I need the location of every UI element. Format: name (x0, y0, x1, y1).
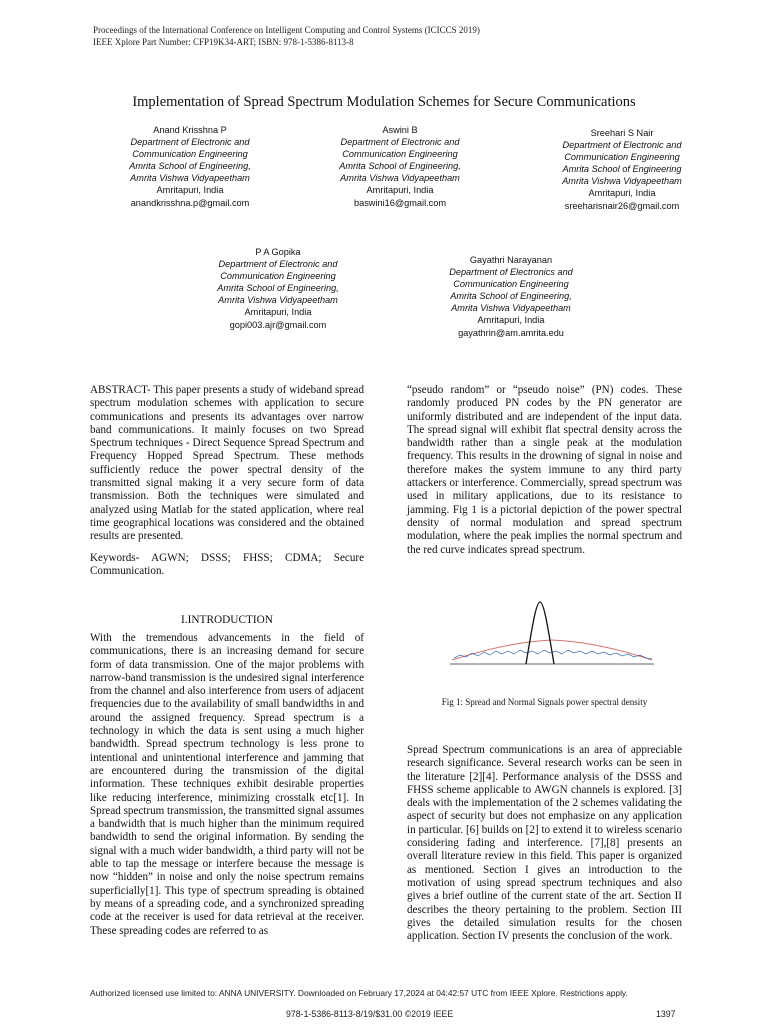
introduction-body (90, 632, 364, 938)
author-school: Amrita School of Engineering (562, 164, 682, 175)
author-name: Gayathri Narayanan (469, 255, 553, 265)
author-dept: Department of Electronics and (449, 267, 573, 278)
abstract-text: ABSTRACT- This paper presents a study of wideband spread spectrum modulation schemes with application to secure communications and presents its advantages over narrow band communications. It mainly focuses on two Spread Spectrum techniques - Direct Sequence Spread Spectrum and Frequency Hopped Spread Spectrum. These methods sufficiently reduce the power spectral density of the transmitted signal making it a very secure form of data transmission. Both the techniques were simulated and analyzed using Matlab for the stated application, where real time geographical locations was considered and the obtained results are presented. (90, 384, 364, 543)
license-notice: Authorized licensed use limited to: ANNA UNIVERSITY. Downloaded on February 17,2024 at 04:42:57 UTC from IEEE Xplore. Restrictions apply. (90, 988, 628, 998)
author-dept: Communication Engineering (220, 271, 336, 282)
author-block-3 (527, 127, 717, 212)
author-school: Amrita School of Engineering, (217, 283, 339, 294)
author-city: Amritapuri, India (244, 307, 312, 318)
author-university: Amrita Vishwa Vidyapeetham (562, 176, 682, 187)
figure-psd (448, 598, 656, 678)
author-dept: Department of Electronic and (218, 259, 338, 270)
author-name: P A Gopika (255, 247, 301, 257)
keywords-text: Keywords- AGWN; DSSS; FHSS; CDMA; Secure Communication. (90, 552, 364, 578)
page-number: 1397 (656, 1009, 676, 1019)
conference-header-line1: Proceedings of the International Conference on Intelligent Computing and Control Systems (ICICCS 2019) (93, 25, 480, 35)
author-email: anandkrisshna.p@gmail.com (130, 197, 250, 208)
right-column-paragraph-2 (407, 744, 682, 943)
copyright-line: 978-1-5386-8113-8/19/$31.00 ©2019 IEEE (286, 1009, 454, 1019)
introduction-text: With the tremendous advancements in the field of communications, there is an increasing demand for secure form of data transmission. One of the major problems with narrow-band transmission is the undesired signal interference from the channel and also interference from users of adjacent frequencies due to the availability of small bandwidths in and around the assigned frequency. Spread spectrum is a technology in which the data is sent using a much higher bandwidth. Spread spectrum technology is less prone to intentional and unintentional interference and jamming that are encountered during the transmission of the digital information. These techniques exhibit desirable properties like reducing interference, minimizing crosstalk etc[1]. In Spread spectrum transmission, the transmitted signal assumes a bandwidth that is much higher than the minimum required bandwidth to send the original information. By sending the signal with a much wider bandwidth, a third party will not be able to tap the message or interfere because the message is now “hidden” in noise and only the noise spectrum remains superficially[1]. This type of spectrum spreading is obtained by means of a spreading code, and a synchronized spreading code at the receiver is used for data retrieval at the receiver. These spreading codes are referred to as (90, 632, 364, 937)
author-name: Anand Krisshna P (153, 125, 227, 135)
keywords (90, 552, 364, 579)
author-block-5 (416, 254, 606, 339)
normal-signal-peak (526, 602, 554, 664)
author-dept: Communication Engineering (342, 149, 458, 160)
author-dept: Communication Engineering (132, 149, 248, 160)
author-school: Amrita School of Engineering, (339, 161, 461, 172)
author-email: gayathrin@am.amrita.edu (458, 327, 564, 338)
right-column-paragraph-1 (407, 384, 682, 557)
conference-header-line2: IEEE Xplore Part Number: CFP19K34-ART; ISBN: 978-1-5386-8113-8 (93, 37, 354, 47)
author-university: Amrita Vishwa Vidyapeetham (130, 173, 250, 184)
paper-title: Implementation of Spread Spectrum Modulation Schemes for Secure Communications (132, 94, 636, 110)
author-city: Amritapuri, India (588, 188, 656, 199)
author-email: sreeharisnair26@gmail.com (564, 200, 680, 211)
paragraph-text: Spread Spectrum communications is an area of appreciable research significance. Several research works can be seen in the literature [2][4]. Performance analysis of the DSSS and FHSS scheme applicable to AWGN channels is explored. [3] deals with the implementation of the 2 schemes validating the aspect of security but does not emphasize on any application in particular. [6] builds on [2] to extend it to wireless scenario considering fading and interference. [7],[8] presents an overall literature review in this field. This paper is organized as mentioned. Section I gives an introduction to the motivation of using spread spectrum techniques and also gives a brief outline of the current state of the art. Section II describes the theory pertaining to the problem. Section III gives the detailed simulation results for the chosen application. Section IV presents the conclusion of the work. (407, 744, 682, 943)
section-heading-introduction: I.INTRODUCTION (181, 614, 273, 626)
author-university: Amrita Vishwa Vidyapeetham (340, 173, 460, 184)
author-block-4 (183, 246, 373, 331)
psd-plot (448, 598, 656, 678)
author-name: Aswini B (382, 125, 418, 135)
figure-caption: Fig 1: Spread and Normal Signals power spectral density (441, 697, 648, 707)
paragraph-text: “pseudo random” or “pseudo noise” (PN) codes. These randomly produced PN codes by the PN generator are uniformly distributed and are independent of the input data. The spread signal will exhibit flat spectral density across the bandwidth rather than a single peak at the modulation frequency. This results in the drowning of signal in noise and therefore makes the system immune to any third party attackers or interference. Commercially, spread spectrum was used in military applications, due to its resistance to jamming. Fig 1 is a pictorial depiction of the power spectral density of normal modulation and spread spectrum modulation, where the peak implies the normal spectrum and the red curve indicates spread spectrum. (407, 384, 682, 556)
author-school: Amrita School of Engineering, (450, 291, 572, 302)
author-email: baswini16@gmail.com (353, 197, 447, 208)
author-dept: Department of Electronic and (562, 140, 682, 151)
author-dept: Department of Electronic and (130, 137, 250, 148)
author-dept: Communication Engineering (564, 152, 680, 163)
author-school: Amrita School of Engineering, (129, 161, 251, 172)
author-city: Amritapuri, India (477, 315, 545, 326)
author-university: Amrita Vishwa Vidyapeetham (451, 303, 571, 314)
author-email: gopi003.ajr@gmail.com (229, 319, 327, 330)
author-block-2 (305, 124, 495, 209)
author-city: Amritapuri, India (366, 185, 434, 196)
author-name: Sreehari S Nair (590, 128, 654, 138)
author-dept: Department of Electronic and (340, 137, 460, 148)
author-city: Amritapuri, India (156, 185, 224, 196)
abstract (90, 384, 364, 544)
author-dept: Communication Engineering (453, 279, 569, 290)
author-block-1 (95, 124, 285, 209)
author-university: Amrita Vishwa Vidyapeetham (218, 295, 338, 306)
